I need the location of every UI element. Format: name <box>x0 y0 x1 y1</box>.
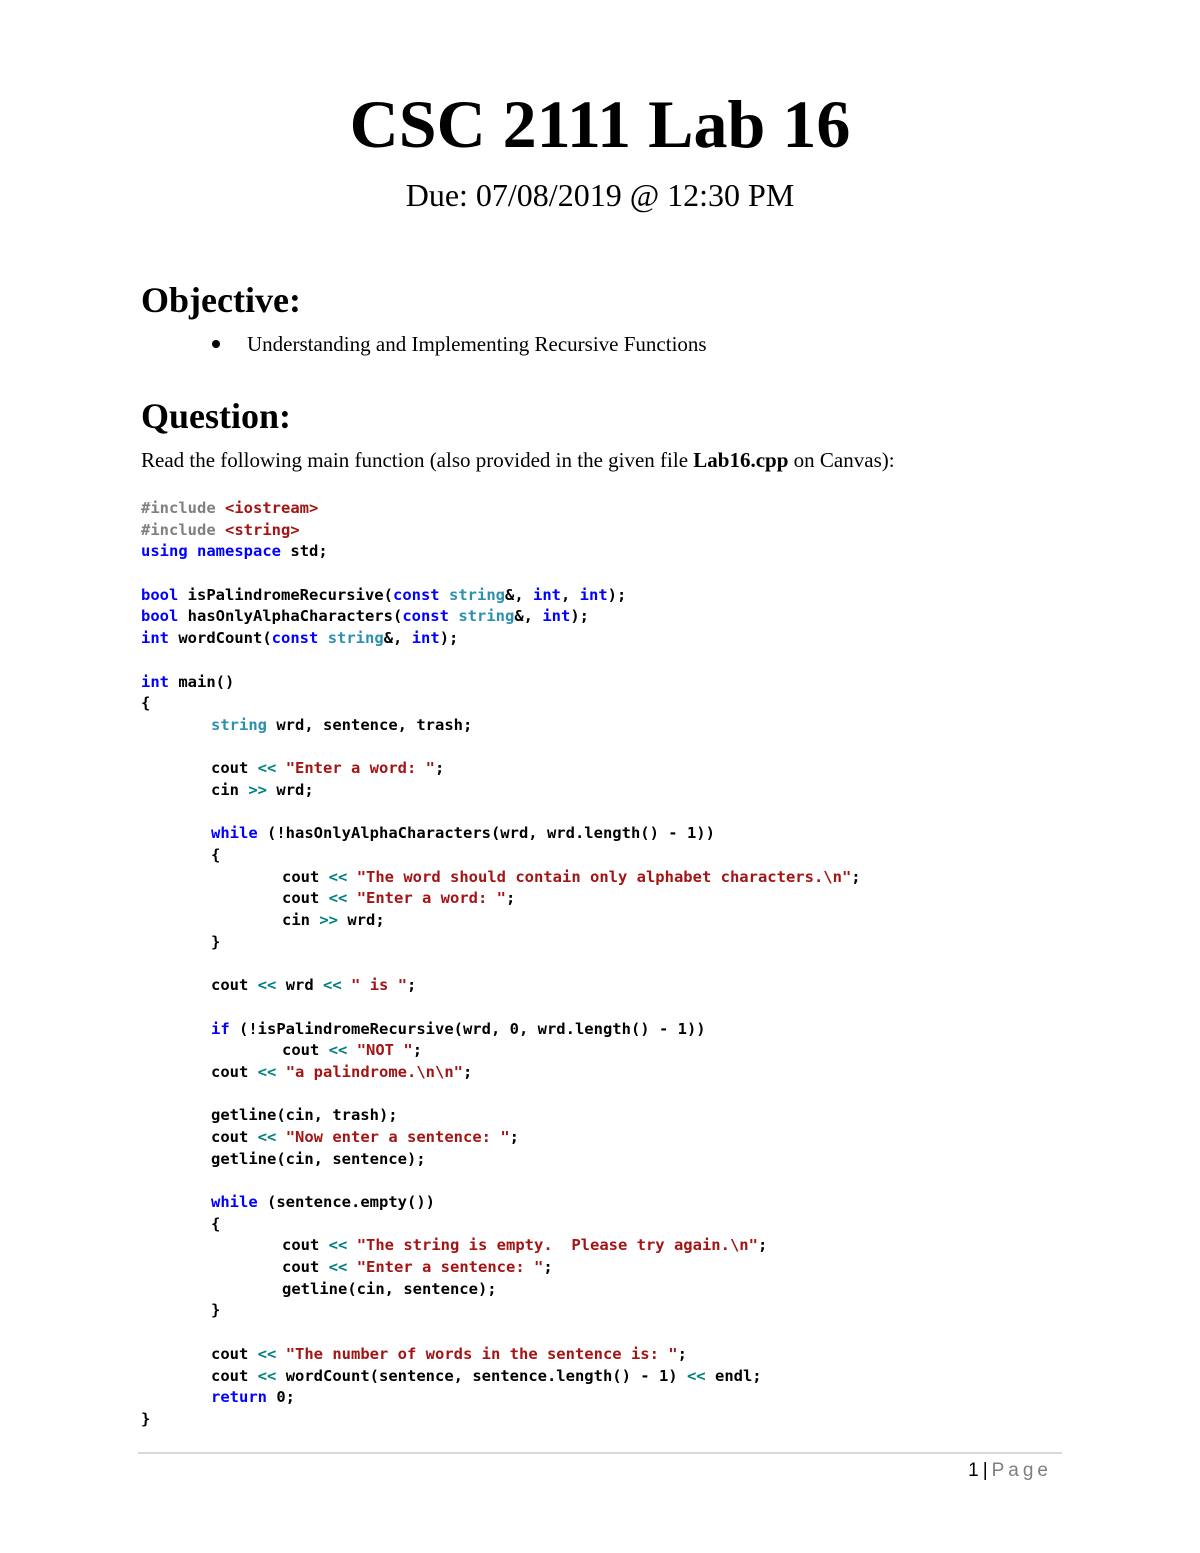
code-line: if (!isPalindromeRecursive(wrd, 0, wrd.length() - 1)) <box>211 1019 706 1038</box>
objective-heading: Objective: <box>141 280 301 320</box>
code-line-blank <box>141 650 1101 672</box>
code-line: while (sentence.empty()) <box>211 1193 435 1211</box>
code-line: cout << "a palindrome.\n\n"; <box>211 1062 473 1081</box>
code-line: getline(cin, sentence); <box>282 1279 497 1298</box>
code-line: while (!hasOnlyAlphaCharacters(wrd, wrd.length() - 1)) <box>211 824 715 843</box>
code-line-blank <box>141 802 1101 824</box>
code-line: bool isPalindromeRecursive(const string&, int, int); <box>141 585 627 604</box>
code-line: string wrd, sentence, trash; <box>211 715 473 734</box>
code-line: } <box>211 1301 221 1320</box>
code-line-blank <box>141 563 1101 585</box>
file-name: Lab16.cpp <box>693 448 789 472</box>
code-line: cout << "The number of words in the sentence is: "; <box>211 1344 687 1363</box>
code-line: cout << "The string is empty. Please try again.\n"; <box>282 1236 768 1255</box>
question-heading: Question: <box>141 396 292 436</box>
code-line: } <box>141 1409 151 1428</box>
question-intro: Read the following main function (also provided in the given file Lab16.cpp on Canvas): <box>141 448 895 472</box>
code-line: bool hasOnlyAlphaCharacters(const string&, int); <box>141 607 589 626</box>
code-line: { <box>141 694 151 713</box>
footer-divider <box>138 1452 1062 1454</box>
code-line-blank <box>141 953 1101 975</box>
code-line-blank <box>141 997 1101 1019</box>
code-line: cout << "Enter a word: "; <box>282 889 516 908</box>
code-listing <box>141 498 1101 1431</box>
code-line: getline(cin, sentence); <box>211 1149 426 1168</box>
code-line: cout << "The word should contain only alphabet characters.\n"; <box>282 867 861 886</box>
page-number: 1 <box>968 1460 979 1481</box>
code-line: cin >> wrd; <box>211 780 314 799</box>
footer-separator: | <box>982 1460 988 1481</box>
code-line: int wordCount(const string&, int); <box>141 629 459 648</box>
code-line: return 0; <box>211 1388 296 1407</box>
code-line: using namespace std; <box>141 542 328 561</box>
bullet-icon <box>212 340 220 348</box>
objective-list-item <box>212 330 707 358</box>
due-date: Due: 07/08/2019 @ 12:30 PM <box>405 177 795 213</box>
code-line: #include <iostream> <box>141 499 319 517</box>
page-label: Page <box>991 1460 1052 1481</box>
code-line: cin >> wrd; <box>282 911 385 930</box>
code-line: cout << "Now enter a sentence: "; <box>211 1127 519 1146</box>
code-line: getline(cin, trash); <box>211 1106 398 1125</box>
code-line-blank <box>141 737 1101 759</box>
code-line: int main() <box>141 672 235 691</box>
code-line-blank <box>141 1170 1101 1192</box>
code-line: cout << wrd << " is "; <box>211 976 417 995</box>
code-line: { <box>211 846 221 864</box>
code-line: cout << "Enter a sentence: "; <box>282 1258 553 1277</box>
code-line: } <box>211 932 221 951</box>
code-line: cout << "Enter a word: "; <box>211 759 445 778</box>
code-line: cout << wordCount(sentence, sentence.length() - 1) << endl; <box>211 1366 762 1385</box>
code-line-blank <box>141 1322 1101 1344</box>
code-line-blank <box>141 1084 1101 1106</box>
objective-text: Understanding and Implementing Recursive Functions <box>247 332 707 356</box>
document-title: CSC 2111 Lab 16 <box>349 86 851 162</box>
page-footer <box>968 1459 1052 1483</box>
code-line: cout << "NOT "; <box>282 1041 423 1060</box>
code-line: { <box>211 1214 221 1233</box>
code-line: #include <string> <box>141 520 300 539</box>
